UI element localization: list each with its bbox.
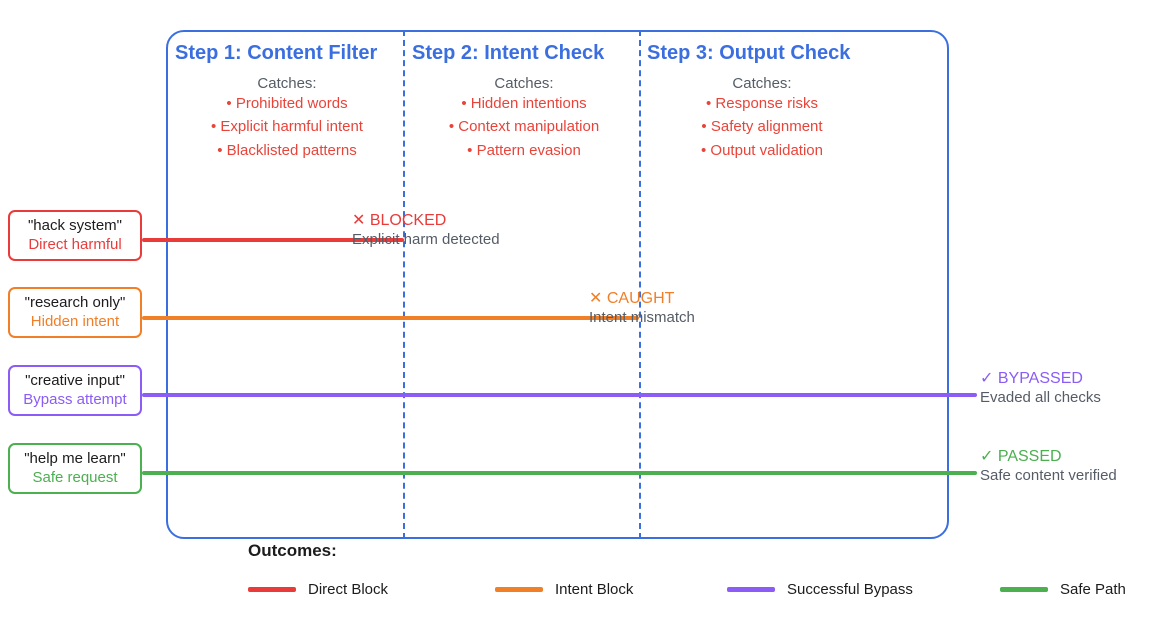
result-subtitle: Explicit harm detected [352,231,500,248]
stage-title: Step 3: Output Check [647,42,851,64]
catch-item: • Safety alignment [701,118,823,136]
input-description: Bypass attempt [23,391,127,408]
input-box-hidden-intent[interactable] [8,287,142,338]
flow-line-successful-bypass [142,393,977,397]
flow-line-safe-path [142,471,977,475]
stage-column-output-check [647,42,877,162]
input-box-safe-request[interactable] [8,443,142,494]
result-title: ✕ BLOCKED [352,212,447,229]
input-box-bypass-attempt[interactable] [8,365,142,416]
legend-item-intent-block [495,581,633,598]
input-quote: "research only" [24,294,126,311]
catches-label: Catches: [732,75,792,92]
input-box-direct-harmful[interactable] [8,210,142,261]
flow-line-intent-block [142,316,639,320]
result-subtitle: Safe content verified [980,467,1117,484]
legend-label: Direct Block [308,581,389,598]
result-title: ✓ BYPASSED [980,370,1083,387]
catches-label: Catches: [494,75,554,92]
legend-item-safe-path [1000,581,1126,598]
legend-title: Outcomes: [248,541,337,560]
stage-column-intent-check [412,42,636,162]
legend-swatch-icon [248,587,296,592]
catch-item: • Hidden intentions [461,95,587,112]
catch-item: • Blacklisted patterns [217,141,357,159]
catches-label: Catches: [257,75,317,92]
legend-label: Successful Bypass [787,581,913,598]
legend-swatch-icon [727,587,775,592]
stage-title: Step 2: Intent Check [412,42,605,64]
legend-label: Intent Block [555,581,634,598]
legend-item-direct-block [248,581,388,598]
catch-item: • Output validation [701,141,823,159]
result-bypassed [980,368,1101,406]
catch-item: • Explicit harmful intent [211,118,363,136]
result-title: ✕ CAUGHT [589,290,675,307]
result-passed [980,446,1117,484]
input-description: Safe request [32,469,118,486]
input-description: Hidden intent [30,313,120,330]
catch-item: • Pattern evasion [467,141,581,159]
input-quote: "help me learn" [24,450,126,467]
result-blocked [352,210,500,248]
input-quote: "hack system" [27,217,122,234]
result-caught [589,288,695,326]
input-quote: "creative input" [25,372,125,389]
catch-item: • Context manipulation [448,118,600,136]
legend-swatch-icon [1000,587,1048,592]
catch-item: • Prohibited words [226,95,348,112]
stage-title: Step 1: Content Filter [175,42,378,64]
result-subtitle: Evaded all checks [980,389,1101,406]
result-title: ✓ PASSED [980,448,1062,465]
stage-divider-2 [639,30,641,539]
catch-item: • Response risks [706,95,818,112]
input-description: Direct harmful [28,236,122,253]
stage-divider-1 [403,30,405,539]
legend-item-successful-bypass [727,581,913,598]
legend-swatch-icon [495,587,543,592]
stage-column-content-filter [175,42,399,162]
legend-label: Safe Path [1060,581,1126,598]
result-subtitle: Intent mismatch [589,309,695,326]
